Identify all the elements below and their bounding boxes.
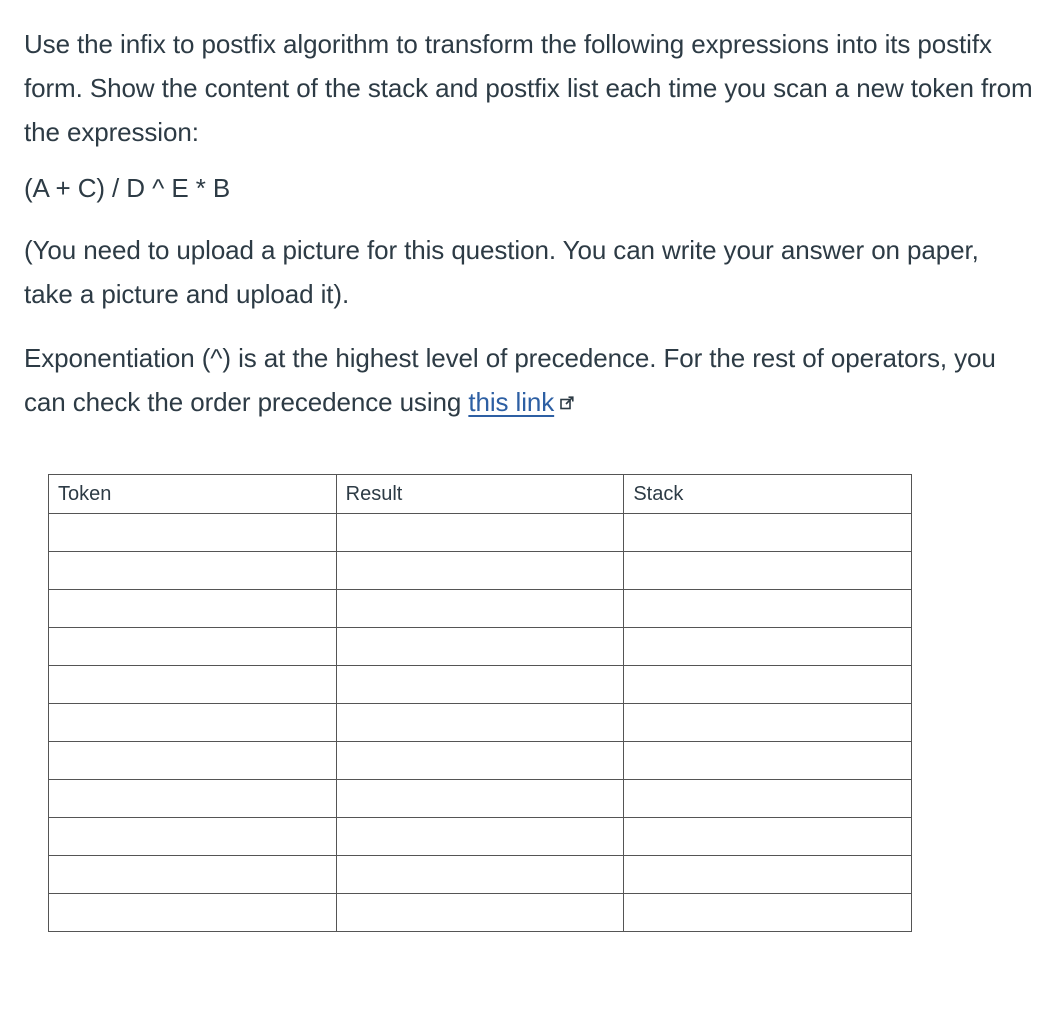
table-cell xyxy=(624,628,912,666)
expression: (A + C) / D ^ E * B xyxy=(24,173,231,203)
table-body xyxy=(49,514,912,932)
question-content xyxy=(24,22,1034,424)
table-cell xyxy=(336,666,624,704)
table-row xyxy=(49,818,912,856)
table-cell xyxy=(336,894,624,932)
table-cell xyxy=(49,704,337,742)
table-cell xyxy=(49,856,337,894)
table-row xyxy=(49,704,912,742)
table-cell xyxy=(49,628,337,666)
table-cell xyxy=(336,780,624,818)
table-cell xyxy=(624,666,912,704)
upload-note: (You need to upload a picture for this question. You can write your answer on paper, take a picture and upload it). xyxy=(24,235,979,309)
table-cell xyxy=(624,552,912,590)
precedence-note xyxy=(24,336,1034,424)
table-cell xyxy=(49,742,337,780)
table-cell xyxy=(49,590,337,628)
external-link-icon xyxy=(560,396,574,410)
table-cell xyxy=(624,704,912,742)
table-cell xyxy=(336,856,624,894)
table-cell xyxy=(336,818,624,856)
table-cell xyxy=(49,514,337,552)
table-row xyxy=(49,628,912,666)
question-intro: Use the infix to postfix algorithm to transform the following expressions into its postifx form. Show the content of the stack and postfix list each time you scan a new token from the expression: xyxy=(24,29,1033,147)
table-cell xyxy=(49,894,337,932)
table-cell xyxy=(624,780,912,818)
header-stack: Stack xyxy=(624,475,912,514)
precedence-text: Exponentiation (^) is at the highest level of precedence. For the rest of operators, you can check the order precedence using xyxy=(24,343,996,417)
table-row xyxy=(49,856,912,894)
table-cell xyxy=(624,818,912,856)
precedence-link[interactable]: this link xyxy=(468,387,555,417)
table-cell xyxy=(624,742,912,780)
table-cell xyxy=(336,704,624,742)
table-row xyxy=(49,894,912,932)
table-cell xyxy=(336,742,624,780)
table-cell xyxy=(49,666,337,704)
table-header-row xyxy=(49,475,912,514)
table-cell xyxy=(624,590,912,628)
table-row xyxy=(49,552,912,590)
table-cell xyxy=(336,514,624,552)
header-result: Result xyxy=(336,475,624,514)
table-row xyxy=(49,514,912,552)
table-cell xyxy=(49,780,337,818)
table-row xyxy=(49,780,912,818)
table-cell xyxy=(49,818,337,856)
table-row xyxy=(49,742,912,780)
table-row xyxy=(49,666,912,704)
table-cell xyxy=(336,628,624,666)
table-cell xyxy=(336,590,624,628)
table-cell xyxy=(624,856,912,894)
table-cell xyxy=(624,514,912,552)
table-row xyxy=(49,590,912,628)
header-token: Token xyxy=(49,475,337,514)
table-cell xyxy=(624,894,912,932)
table-cell xyxy=(49,552,337,590)
table-cell xyxy=(336,552,624,590)
answer-table xyxy=(48,474,912,932)
